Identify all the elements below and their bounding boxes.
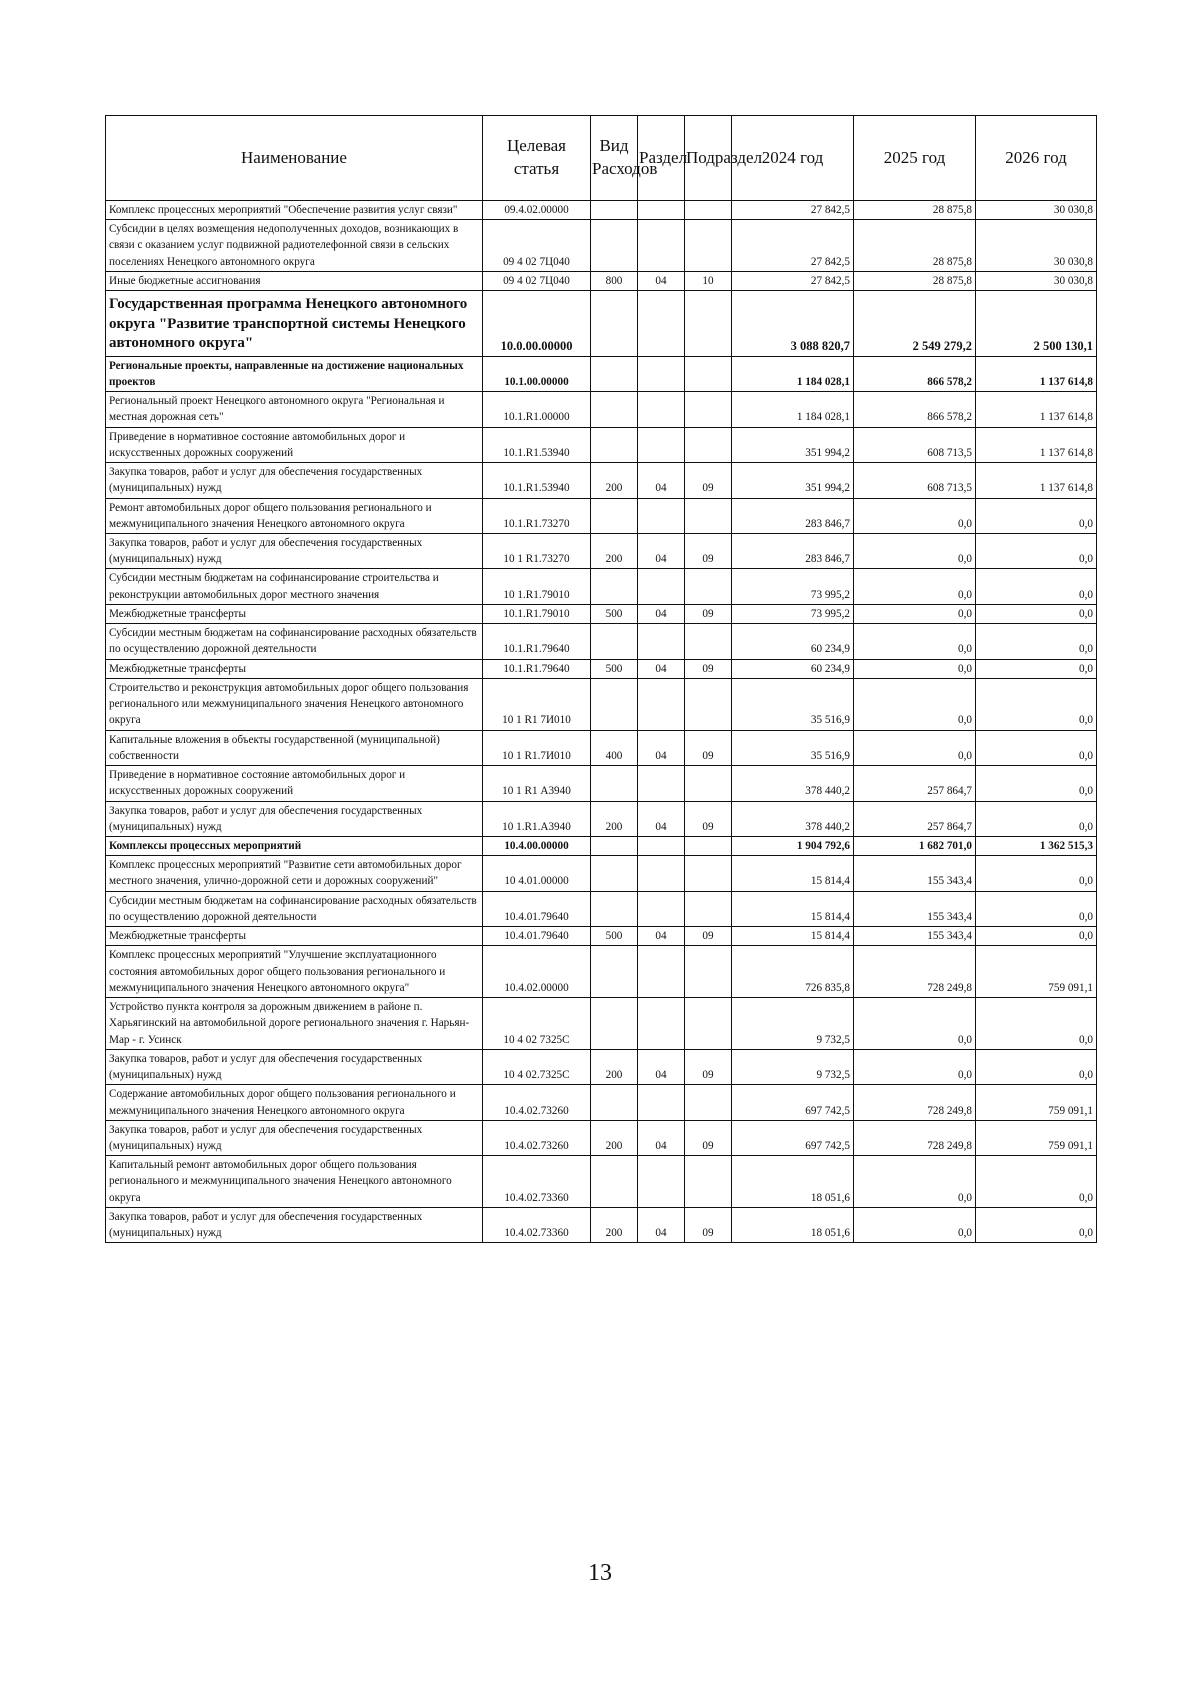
cell-vid xyxy=(591,946,638,998)
cell-name: Иные бюджетные ассигнования xyxy=(106,271,483,290)
cell-podr xyxy=(685,392,732,427)
cell-2024: 3 088 820,7 xyxy=(732,291,854,357)
cell-podr: 09 xyxy=(685,927,732,946)
table-row xyxy=(106,356,1097,391)
cell-2025: 608 713,5 xyxy=(854,463,976,498)
cell-2026: 0,0 xyxy=(976,569,1097,604)
cell-2026: 0,0 xyxy=(976,891,1097,926)
header-2025: 2025 год xyxy=(854,116,976,201)
cell-vid xyxy=(591,1156,638,1208)
cell-razd: 04 xyxy=(638,534,685,569)
cell-2026: 0,0 xyxy=(976,624,1097,659)
cell-name: Межбюджетные трансферты xyxy=(106,659,483,678)
cell-name: Комплекс процессных мероприятий "Улучшение эксплуатационного состояния автомобильных дорог общего пользования регионального и межмуниципального значения Ненецкого автономного округа" xyxy=(106,946,483,998)
cell-2024: 9 732,5 xyxy=(732,1049,854,1084)
cell-vid xyxy=(591,766,638,801)
cell-vid xyxy=(591,356,638,391)
cell-razd: 04 xyxy=(638,659,685,678)
cell-code: 09 4 02 7Ц040 xyxy=(483,220,591,272)
cell-2026: 0,0 xyxy=(976,1049,1097,1084)
table-row xyxy=(106,427,1097,462)
table-row xyxy=(106,891,1097,926)
cell-2025: 28 875,8 xyxy=(854,220,976,272)
cell-name: Межбюджетные трансферты xyxy=(106,927,483,946)
cell-2026: 30 030,8 xyxy=(976,220,1097,272)
cell-2025: 0,0 xyxy=(854,569,976,604)
cell-name: Капитальные вложения в объекты государственной (муниципальной) собственности xyxy=(106,730,483,765)
cell-2025: 0,0 xyxy=(854,604,976,623)
cell-razd xyxy=(638,856,685,891)
cell-code: 10 1 R1 7И010 xyxy=(483,678,591,730)
cell-2025: 155 343,4 xyxy=(854,927,976,946)
cell-2025: 1 682 701,0 xyxy=(854,837,976,856)
cell-razd xyxy=(638,356,685,391)
cell-2025: 257 864,7 xyxy=(854,801,976,836)
cell-razd: 04 xyxy=(638,1207,685,1242)
cell-2024: 60 234,9 xyxy=(732,624,854,659)
cell-podr xyxy=(685,201,732,220)
cell-2026: 0,0 xyxy=(976,534,1097,569)
cell-razd xyxy=(638,1085,685,1120)
cell-razd xyxy=(638,498,685,533)
cell-vid: 400 xyxy=(591,730,638,765)
cell-podr xyxy=(685,678,732,730)
cell-name: Закупка товаров, работ и услуг для обеспечения государственных (муниципальных) нужд xyxy=(106,534,483,569)
cell-2025: 0,0 xyxy=(854,498,976,533)
cell-code: 10.1.R1.79640 xyxy=(483,659,591,678)
cell-podr xyxy=(685,891,732,926)
table-row xyxy=(106,498,1097,533)
cell-name: Региональные проекты, направленные на достижение национальных проектов xyxy=(106,356,483,391)
cell-2024: 18 051,6 xyxy=(732,1207,854,1242)
table-row xyxy=(106,220,1097,272)
cell-vid xyxy=(591,427,638,462)
cell-vid: 500 xyxy=(591,604,638,623)
cell-code: 10.1.R1.53940 xyxy=(483,463,591,498)
page-number: 13 xyxy=(588,1560,612,1586)
cell-2026: 0,0 xyxy=(976,730,1097,765)
cell-2026: 0,0 xyxy=(976,998,1097,1050)
cell-name: Закупка товаров, работ и услуг для обеспечения государственных (муниципальных) нужд xyxy=(106,1049,483,1084)
cell-2025: 866 578,2 xyxy=(854,392,976,427)
cell-vid: 200 xyxy=(591,534,638,569)
cell-razd xyxy=(638,201,685,220)
cell-name: Содержание автомобильных дорог общего пользования регионального и межмуниципального значения Ненецкого автономного округа xyxy=(106,1085,483,1120)
table-row xyxy=(106,1085,1097,1120)
cell-code: 09.4.02.00000 xyxy=(483,201,591,220)
table-row xyxy=(106,463,1097,498)
cell-2024: 27 842,5 xyxy=(732,271,854,290)
table-row xyxy=(106,766,1097,801)
cell-code: 10.1.R1.00000 xyxy=(483,392,591,427)
table-row xyxy=(106,569,1097,604)
cell-razd xyxy=(638,220,685,272)
cell-razd xyxy=(638,392,685,427)
table-row xyxy=(106,856,1097,891)
cell-podr: 09 xyxy=(685,534,732,569)
cell-name: Закупка товаров, работ и услуг для обеспечения государственных (муниципальных) нужд xyxy=(106,463,483,498)
cell-2026: 0,0 xyxy=(976,766,1097,801)
cell-2024: 697 742,5 xyxy=(732,1085,854,1120)
table-row xyxy=(106,946,1097,998)
cell-2024: 15 814,4 xyxy=(732,927,854,946)
cell-podr xyxy=(685,837,732,856)
cell-2025: 608 713,5 xyxy=(854,427,976,462)
cell-name: Субсидии в целях возмещения недополученных доходов, возникающих в связи с оказанием услуг подвижной радиотелефонной связи в сельских поселениях Ненецкого автономного округа xyxy=(106,220,483,272)
cell-code: 10.1.R1.53940 xyxy=(483,427,591,462)
cell-vid: 200 xyxy=(591,463,638,498)
header-2026: 2026 год xyxy=(976,116,1097,201)
cell-2026: 0,0 xyxy=(976,1207,1097,1242)
cell-podr xyxy=(685,766,732,801)
cell-2025: 866 578,2 xyxy=(854,356,976,391)
cell-podr xyxy=(685,291,732,357)
cell-podr xyxy=(685,356,732,391)
cell-code: 10.4.02.73360 xyxy=(483,1207,591,1242)
cell-2025: 0,0 xyxy=(854,730,976,765)
cell-2026: 2 500 130,1 xyxy=(976,291,1097,357)
cell-2026: 0,0 xyxy=(976,1156,1097,1208)
cell-name: Ремонт автомобильных дорог общего пользования регионального и межмуниципального значения Ненецкого автономного округа xyxy=(106,498,483,533)
cell-name: Межбюджетные трансферты xyxy=(106,604,483,623)
cell-2024: 35 516,9 xyxy=(732,730,854,765)
cell-2024: 351 994,2 xyxy=(732,463,854,498)
cell-podr xyxy=(685,998,732,1050)
cell-name: Государственная программа Ненецкого автономного округа "Развитие транспортной системы Ненецкого автономного округа" xyxy=(106,291,483,357)
table-row xyxy=(106,624,1097,659)
cell-code: 10.1.R1.79010 xyxy=(483,604,591,623)
cell-podr: 09 xyxy=(685,1049,732,1084)
table-row xyxy=(106,392,1097,427)
cell-razd xyxy=(638,891,685,926)
cell-2024: 73 995,2 xyxy=(732,604,854,623)
cell-2024: 1 904 792,6 xyxy=(732,837,854,856)
cell-podr xyxy=(685,220,732,272)
cell-name: Закупка товаров, работ и услуг для обеспечения государственных (муниципальных) нужд xyxy=(106,1120,483,1155)
table-row xyxy=(106,1207,1097,1242)
cell-vid xyxy=(591,856,638,891)
cell-code: 10.4.02.73360 xyxy=(483,1156,591,1208)
cell-razd: 04 xyxy=(638,801,685,836)
cell-2025: 0,0 xyxy=(854,659,976,678)
cell-podr: 09 xyxy=(685,604,732,623)
cell-2024: 697 742,5 xyxy=(732,1120,854,1155)
cell-podr xyxy=(685,856,732,891)
cell-razd: 04 xyxy=(638,271,685,290)
cell-podr xyxy=(685,1085,732,1120)
cell-code: 10.1.R1.79640 xyxy=(483,624,591,659)
cell-2024: 60 234,9 xyxy=(732,659,854,678)
cell-2024: 283 846,7 xyxy=(732,534,854,569)
cell-name: Закупка товаров, работ и услуг для обеспечения государственных (муниципальных) нужд xyxy=(106,801,483,836)
cell-2025: 2 549 279,2 xyxy=(854,291,976,357)
header-code: Целевая статья xyxy=(483,116,591,201)
cell-2025: 0,0 xyxy=(854,678,976,730)
cell-vid: 200 xyxy=(591,801,638,836)
cell-code: 09 4 02 7Ц040 xyxy=(483,271,591,290)
cell-2026: 759 091,1 xyxy=(976,946,1097,998)
header-vid: Вид Расходов xyxy=(591,116,638,201)
cell-2024: 18 051,6 xyxy=(732,1156,854,1208)
cell-name: Комплекс процессных мероприятий "Обеспечение развития услуг связи" xyxy=(106,201,483,220)
cell-name: Строительство и реконструкция автомобильных дорог общего пользования регионального или межмуниципального значения Ненецкого автономного округа xyxy=(106,678,483,730)
header-podr: Подраздел xyxy=(685,116,732,201)
cell-code: 10 1 R1 А3940 xyxy=(483,766,591,801)
cell-razd: 04 xyxy=(638,1120,685,1155)
cell-podr xyxy=(685,498,732,533)
table-row xyxy=(106,678,1097,730)
cell-2024: 726 835,8 xyxy=(732,946,854,998)
cell-razd: 04 xyxy=(638,463,685,498)
cell-code: 10.0.00.00000 xyxy=(483,291,591,357)
cell-2024: 15 814,4 xyxy=(732,891,854,926)
cell-razd xyxy=(638,1156,685,1208)
cell-vid xyxy=(591,569,638,604)
cell-2024: 35 516,9 xyxy=(732,678,854,730)
cell-2026: 759 091,1 xyxy=(976,1120,1097,1155)
cell-code: 10 4.01.00000 xyxy=(483,856,591,891)
table-row xyxy=(106,271,1097,290)
cell-2025: 155 343,4 xyxy=(854,891,976,926)
cell-razd: 04 xyxy=(638,927,685,946)
cell-podr: 10 xyxy=(685,271,732,290)
cell-2024: 9 732,5 xyxy=(732,998,854,1050)
cell-code: 10.4.02.73260 xyxy=(483,1085,591,1120)
cell-podr xyxy=(685,1156,732,1208)
cell-podr xyxy=(685,624,732,659)
cell-2026: 0,0 xyxy=(976,604,1097,623)
cell-2024: 15 814,4 xyxy=(732,856,854,891)
cell-razd xyxy=(638,427,685,462)
cell-2026: 1 362 515,3 xyxy=(976,837,1097,856)
cell-vid xyxy=(591,498,638,533)
cell-2026: 1 137 614,8 xyxy=(976,427,1097,462)
cell-2026: 0,0 xyxy=(976,801,1097,836)
cell-code: 10 4 02.7325С xyxy=(483,1049,591,1084)
cell-razd xyxy=(638,837,685,856)
cell-podr xyxy=(685,427,732,462)
table-row xyxy=(106,604,1097,623)
cell-podr: 09 xyxy=(685,1207,732,1242)
cell-name: Комплексы процессных мероприятий xyxy=(106,837,483,856)
cell-2025: 0,0 xyxy=(854,1156,976,1208)
cell-2026: 0,0 xyxy=(976,678,1097,730)
cell-2026: 0,0 xyxy=(976,856,1097,891)
cell-razd xyxy=(638,569,685,604)
cell-2025: 728 249,8 xyxy=(854,1120,976,1155)
cell-vid: 800 xyxy=(591,271,638,290)
table-header xyxy=(106,116,1097,201)
cell-code: 10.1.R1.73270 xyxy=(483,498,591,533)
cell-vid xyxy=(591,678,638,730)
cell-vid xyxy=(591,998,638,1050)
cell-2026: 0,0 xyxy=(976,927,1097,946)
cell-code: 10.4.01.79640 xyxy=(483,891,591,926)
cell-razd: 04 xyxy=(638,604,685,623)
cell-vid xyxy=(591,291,638,357)
cell-name: Устройство пункта контроля за дорожным движением в районе п. Харьягинский на автомобильной дороге регионального значения г. Нарьян-Мар - г. Усинск xyxy=(106,998,483,1050)
cell-code: 10 1.R1.А3940 xyxy=(483,801,591,836)
cell-razd xyxy=(638,998,685,1050)
table-row xyxy=(106,291,1097,357)
cell-code: 10.4.01.79640 xyxy=(483,927,591,946)
cell-2025: 28 875,8 xyxy=(854,271,976,290)
cell-podr: 09 xyxy=(685,730,732,765)
cell-name: Приведение в нормативное состояние автомобильных дорог и искусственных дорожных сооружений xyxy=(106,766,483,801)
cell-2025: 0,0 xyxy=(854,998,976,1050)
cell-razd xyxy=(638,678,685,730)
cell-vid: 500 xyxy=(591,927,638,946)
table-row xyxy=(106,534,1097,569)
cell-vid: 200 xyxy=(591,1120,638,1155)
cell-2026: 759 091,1 xyxy=(976,1085,1097,1120)
cell-name: Приведение в нормативное состояние автомобильных дорог и искусственных дорожных сооружений xyxy=(106,427,483,462)
cell-code: 10 4 02 7325С xyxy=(483,998,591,1050)
cell-2026: 0,0 xyxy=(976,659,1097,678)
cell-2026: 1 137 614,8 xyxy=(976,356,1097,391)
cell-2024: 73 995,2 xyxy=(732,569,854,604)
cell-2024: 351 994,2 xyxy=(732,427,854,462)
cell-2024: 27 842,5 xyxy=(732,220,854,272)
cell-2024: 378 440,2 xyxy=(732,801,854,836)
cell-vid xyxy=(591,1085,638,1120)
cell-podr xyxy=(685,946,732,998)
cell-2026: 1 137 614,8 xyxy=(976,392,1097,427)
cell-name: Региональный проект Ненецкого автономного округа "Региональная и местная дорожная сеть" xyxy=(106,392,483,427)
cell-2024: 283 846,7 xyxy=(732,498,854,533)
cell-code: 10.4.00.00000 xyxy=(483,837,591,856)
cell-name: Субсидии местным бюджетам на софинансирование расходных обязательств по осуществлению дорожной деятельности xyxy=(106,891,483,926)
cell-razd xyxy=(638,946,685,998)
cell-razd xyxy=(638,766,685,801)
table-row xyxy=(106,801,1097,836)
table-body xyxy=(106,201,1097,1243)
cell-razd xyxy=(638,291,685,357)
cell-name: Комплекс процессных мероприятий "Развитие сети автомобильных дорог местного значения, улично-дорожной сети и дорожных сооружений" xyxy=(106,856,483,891)
cell-podr: 09 xyxy=(685,659,732,678)
cell-code: 10 1 R1.7И010 xyxy=(483,730,591,765)
cell-vid: 200 xyxy=(591,1049,638,1084)
table-row xyxy=(106,1156,1097,1208)
cell-vid: 200 xyxy=(591,1207,638,1242)
table-row xyxy=(106,1049,1097,1084)
cell-razd: 04 xyxy=(638,730,685,765)
cell-2025: 257 864,7 xyxy=(854,766,976,801)
cell-2025: 0,0 xyxy=(854,1207,976,1242)
table-row xyxy=(106,837,1097,856)
cell-2024: 1 184 028,1 xyxy=(732,356,854,391)
cell-2026: 30 030,8 xyxy=(976,201,1097,220)
cell-2024: 27 842,5 xyxy=(732,201,854,220)
cell-name: Субсидии местным бюджетам на софинансирование расходных обязательств по осуществлению дорожной деятельности xyxy=(106,624,483,659)
cell-vid xyxy=(591,837,638,856)
cell-2024: 378 440,2 xyxy=(732,766,854,801)
cell-2025: 155 343,4 xyxy=(854,856,976,891)
cell-podr: 09 xyxy=(685,1120,732,1155)
header-name: Наименование xyxy=(106,116,483,201)
cell-vid xyxy=(591,392,638,427)
cell-razd xyxy=(638,624,685,659)
cell-vid xyxy=(591,201,638,220)
cell-razd: 04 xyxy=(638,1049,685,1084)
cell-code: 10.4.02.73260 xyxy=(483,1120,591,1155)
table-row xyxy=(106,659,1097,678)
cell-2026: 1 137 614,8 xyxy=(976,463,1097,498)
cell-2025: 0,0 xyxy=(854,624,976,659)
table-row xyxy=(106,730,1097,765)
table-row xyxy=(106,1120,1097,1155)
cell-2024: 1 184 028,1 xyxy=(732,392,854,427)
cell-podr: 09 xyxy=(685,801,732,836)
cell-code: 10.1.00.00000 xyxy=(483,356,591,391)
table-row xyxy=(106,201,1097,220)
table-row xyxy=(106,927,1097,946)
cell-vid xyxy=(591,891,638,926)
cell-code: 10 1 R1.73270 xyxy=(483,534,591,569)
cell-podr xyxy=(685,569,732,604)
cell-2025: 0,0 xyxy=(854,1049,976,1084)
table-row xyxy=(106,998,1097,1050)
header-razd: Раздел xyxy=(638,116,685,201)
cell-2026: 30 030,8 xyxy=(976,271,1097,290)
cell-vid xyxy=(591,624,638,659)
cell-code: 10.4.02.00000 xyxy=(483,946,591,998)
cell-vid: 500 xyxy=(591,659,638,678)
cell-name: Капитальный ремонт автомобильных дорог общего пользования регионального и межмуниципального значения Ненецкого автономного округа xyxy=(106,1156,483,1208)
cell-2025: 728 249,8 xyxy=(854,946,976,998)
cell-2025: 728 249,8 xyxy=(854,1085,976,1120)
cell-vid xyxy=(591,220,638,272)
header-2024: 2024 год xyxy=(732,116,854,201)
cell-2026: 0,0 xyxy=(976,498,1097,533)
cell-name: Субсидии местным бюджетам на софинансирование строительства и реконструкции автомобильных дорог местного значения xyxy=(106,569,483,604)
cell-code: 10 1.R1.79010 xyxy=(483,569,591,604)
budget-table xyxy=(105,115,1097,1243)
cell-2025: 28 875,8 xyxy=(854,201,976,220)
cell-name: Закупка товаров, работ и услуг для обеспечения государственных (муниципальных) нужд xyxy=(106,1207,483,1242)
cell-podr: 09 xyxy=(685,463,732,498)
cell-2025: 0,0 xyxy=(854,534,976,569)
